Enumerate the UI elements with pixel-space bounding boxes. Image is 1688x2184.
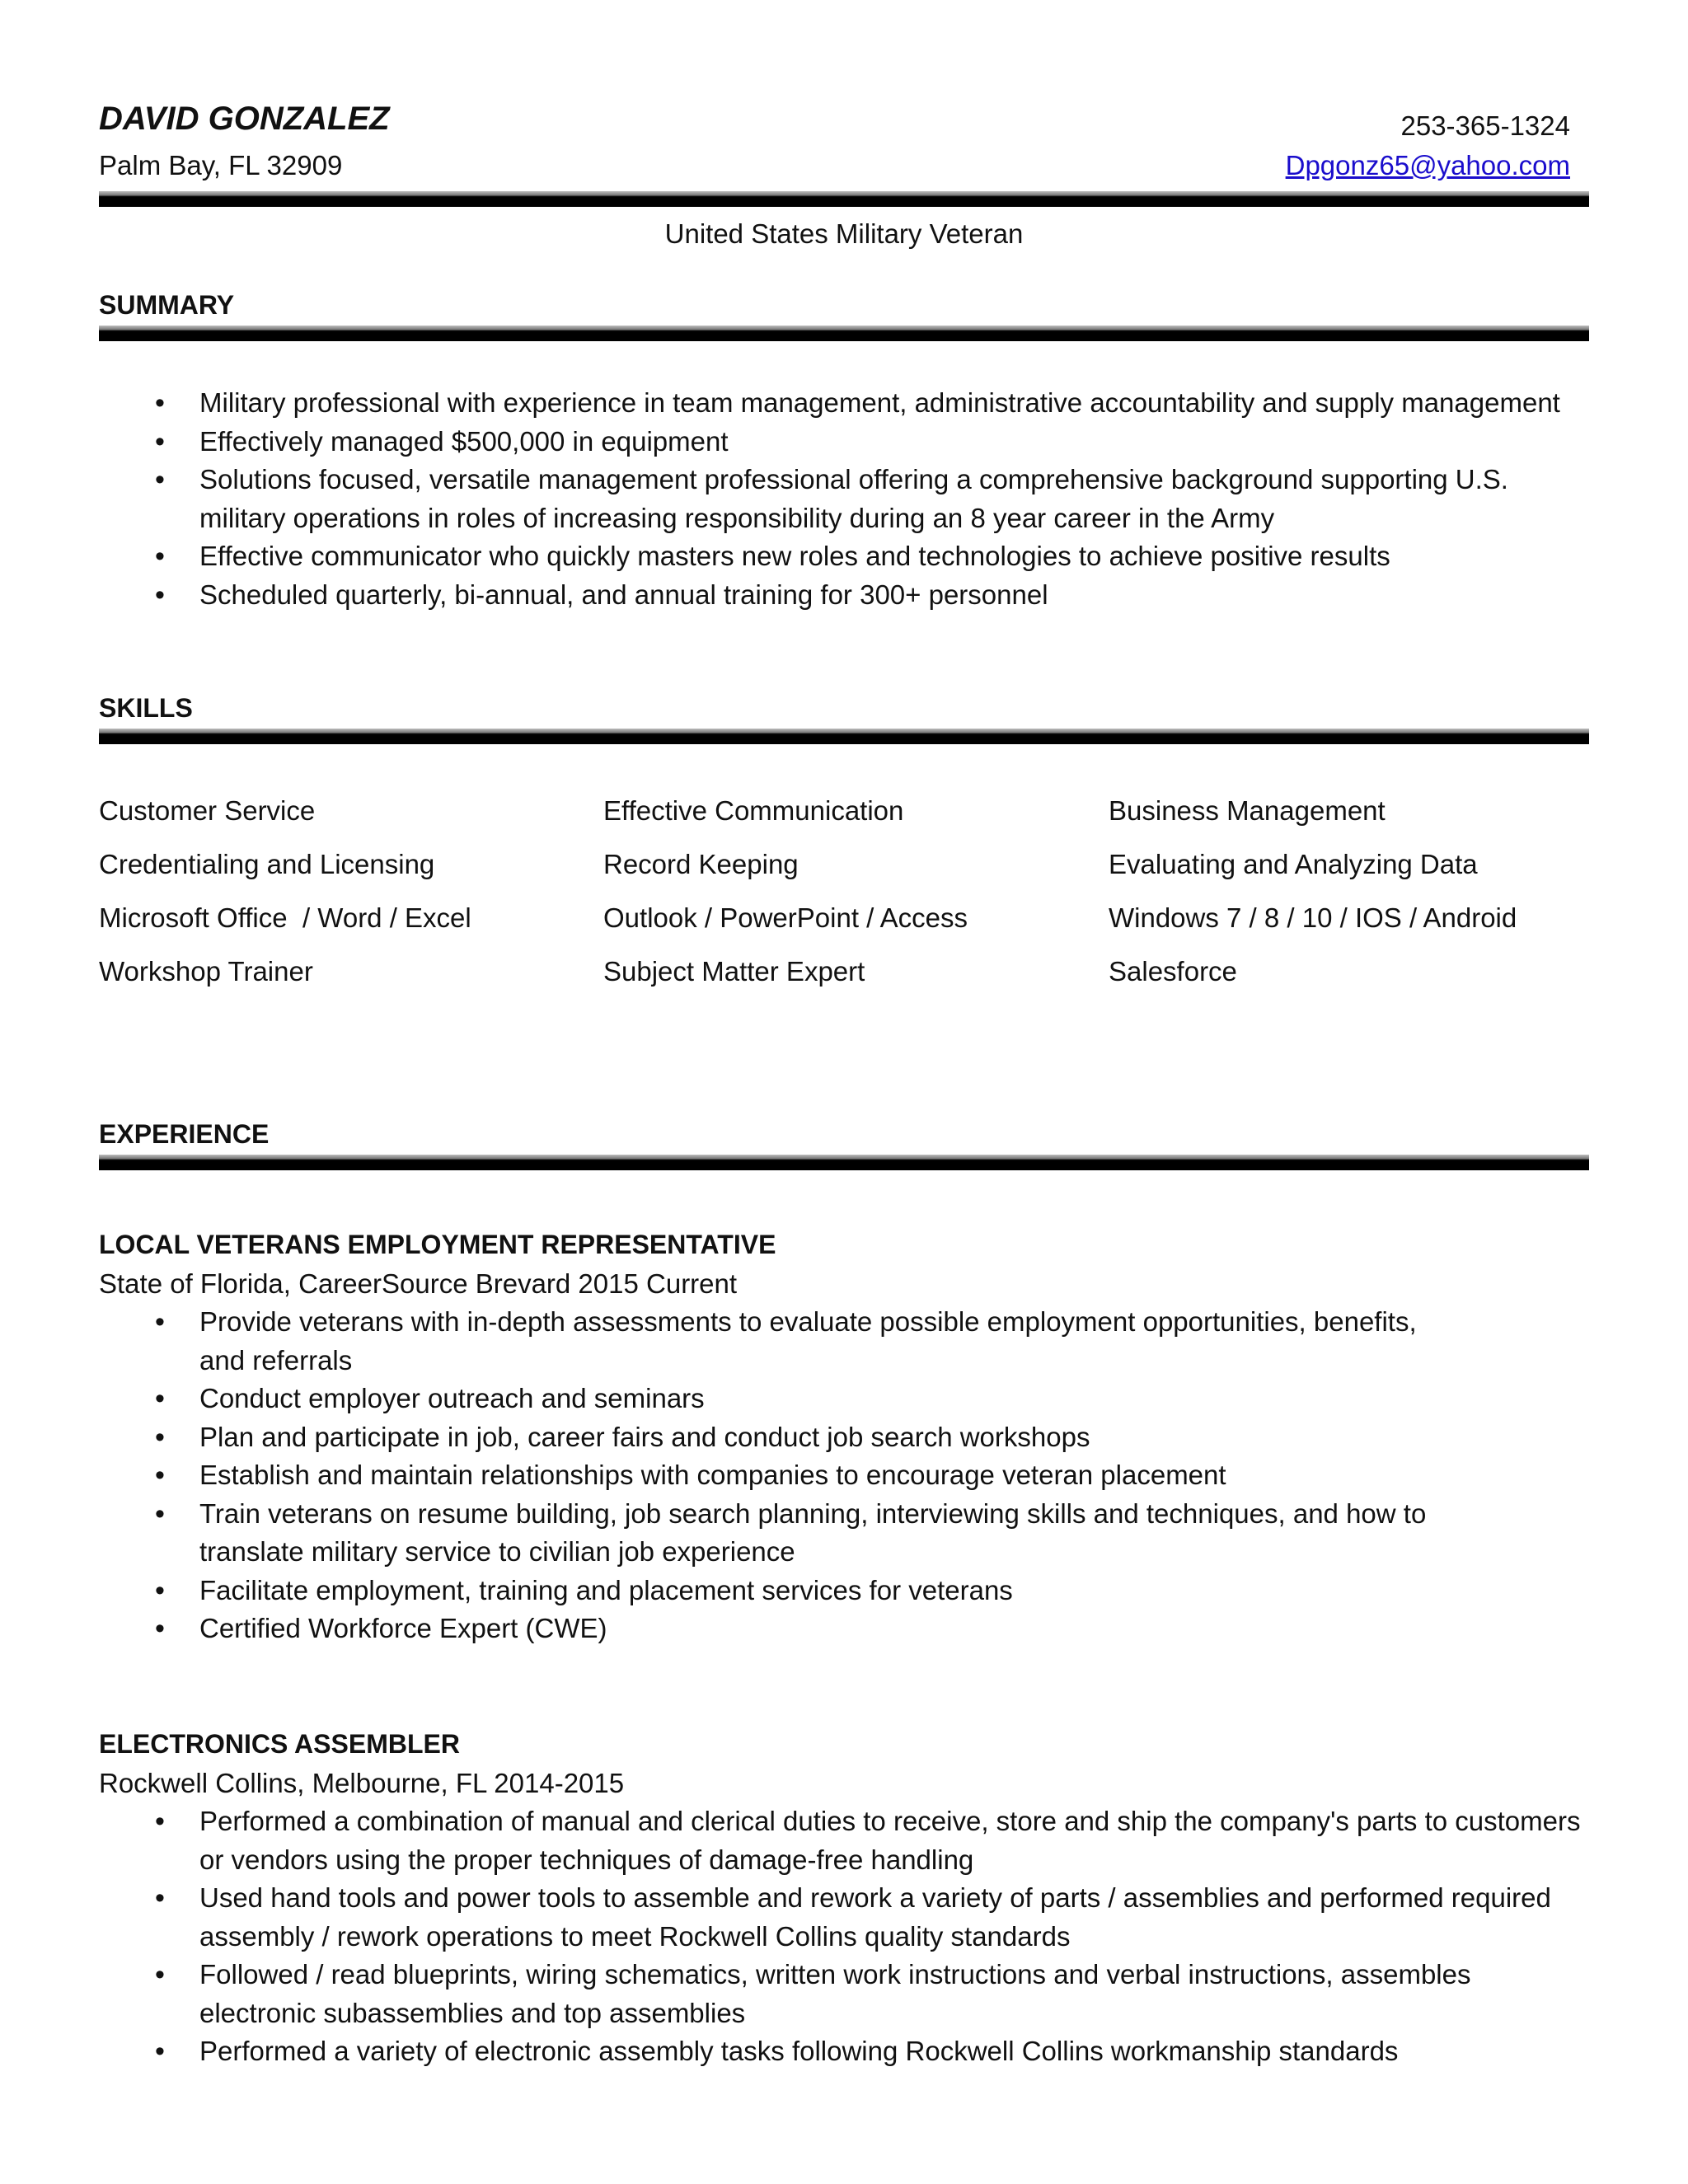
- skill-item: Customer Service: [99, 795, 316, 826]
- bullet-icon: •: [155, 1383, 165, 1414]
- job-employer: State of Florida, CareerSource Brevard 2015 Current: [99, 1268, 738, 1299]
- job-duty-text: Train veterans on resume building, job search planning, interviewing skills and techniques, and how to translate military service to civilian job experience: [199, 1497, 1427, 1567]
- summary-bullet-text: Effectively managed $500,000 in equipment: [199, 425, 729, 457]
- bullet-icon: •: [155, 1882, 165, 1914]
- list-item: [99, 1802, 1582, 1879]
- skill-item: Windows 7 / 8 / 10 / IOS / Android: [1109, 902, 1517, 933]
- bullet-icon: •: [155, 2036, 165, 2067]
- list-item: [99, 1879, 1582, 1956]
- list-item: [99, 1303, 1517, 1380]
- bullet-icon: •: [155, 1806, 165, 1837]
- candidate-email-link[interactable]: Dpgonz65@yahoo.com: [1285, 150, 1570, 180]
- skill-item: Salesforce: [1109, 956, 1237, 987]
- candidate-location: Palm Bay, FL 32909: [99, 150, 343, 180]
- bullet-icon: •: [155, 425, 165, 457]
- job-duty-text: Performed a variety of electronic assembly tasks following Rockwell Collins workmanship standards: [199, 2036, 1399, 2066]
- summary-divider: [99, 326, 1589, 341]
- list-item: [99, 384, 1582, 423]
- bullet-icon: •: [155, 1421, 165, 1453]
- skills-divider: [99, 729, 1589, 744]
- list-item: [99, 1456, 1517, 1495]
- bullet-icon: •: [155, 464, 165, 495]
- bullet-icon: •: [155, 1306, 165, 1338]
- list-item: [99, 1418, 1517, 1457]
- job-employer: Rockwell Collins, Melbourne, FL 2014-2015: [99, 1768, 625, 1798]
- job-duty-text: Performed a combination of manual and clerical duties to receive, store and ship the company's parts to customers or vendors using the proper techniques of damage-free handling: [199, 1806, 1581, 1875]
- list-item: [99, 423, 1582, 462]
- job-duty-text: Plan and participate in job, career fairs and conduct job search workshops: [199, 1421, 1090, 1452]
- job-duty-text: Facilitate employment, training and placement services for veterans: [199, 1574, 1013, 1605]
- bullet-icon: •: [155, 1959, 165, 1990]
- skill-item: Subject Matter Expert: [603, 956, 865, 987]
- summary-bullet-text: Scheduled quarterly, bi-annual, and annual training for 300+ personnel: [199, 579, 1048, 610]
- list-item: [99, 461, 1582, 537]
- candidate-name: DAVID GONZALEZ: [99, 101, 390, 137]
- list-item: [99, 1495, 1517, 1572]
- candidate-phone: 253-365-1324: [1400, 110, 1570, 141]
- experience-divider: [99, 1155, 1589, 1170]
- skill-item: Business Management: [1109, 795, 1386, 826]
- list-item: [99, 1572, 1517, 1610]
- bullet-icon: •: [155, 541, 165, 572]
- list-item: [99, 2032, 1582, 2071]
- summary-list: [99, 384, 1582, 614]
- summary-heading: SUMMARY: [99, 290, 235, 320]
- bullet-icon: •: [155, 1497, 165, 1530]
- job-duty-text: Used hand tools and power tools to assemble and rework a variety of parts / assemblies and performed required assembly / rework operations to meet Rockwell Collins quality standards: [199, 1882, 1551, 1952]
- job-duties-list: [99, 1802, 1582, 2071]
- header-divider: [99, 191, 1589, 207]
- job-duty-text: Certified Workforce Expert (CWE): [199, 1613, 607, 1643]
- list-item: [99, 576, 1582, 615]
- experience-heading: EXPERIENCE: [99, 1119, 270, 1149]
- skill-item: Evaluating and Analyzing Data: [1109, 849, 1478, 879]
- job-title: ELECTRONICS ASSEMBLER: [99, 1729, 460, 1759]
- summary-bullet-text: Solutions focused, versatile management professional offering a comprehensive background supporting U.S. military operations in roles of increasing responsibility during an 8 year career in the Army: [199, 464, 1508, 533]
- bullet-icon: •: [155, 579, 165, 611]
- skill-item: Credentialing and Licensing: [99, 849, 435, 879]
- job-title: LOCAL VETERANS EMPLOYMENT REPRESENTATIVE: [99, 1230, 776, 1259]
- candidate-tagline: United States Military Veteran: [664, 218, 1024, 249]
- job-duty-text: Establish and maintain relationships with companies to encourage veteran placement: [199, 1460, 1226, 1490]
- skill-item: Effective Communication: [603, 795, 904, 826]
- skill-item: Workshop Trainer: [99, 956, 313, 987]
- job-duty-text: Provide veterans with in-depth assessments to evaluate possible employment opportunities, benefits, and referrals: [199, 1306, 1417, 1376]
- skill-item: Record Keeping: [603, 849, 799, 879]
- list-item: [99, 1610, 1517, 1648]
- bullet-icon: •: [155, 1613, 165, 1644]
- job-duty-text: Conduct employer outreach and seminars: [199, 1383, 705, 1413]
- bullet-icon: •: [155, 387, 165, 419]
- skills-heading: SKILLS: [99, 693, 193, 723]
- summary-bullet-text: Effective communicator who quickly masters new roles and technologies to achieve positive results: [199, 541, 1390, 571]
- skill-item: Microsoft Office / Word / Excel: [99, 902, 471, 933]
- summary-bullet-text: Military professional with experience in team management, administrative accountability and supply management: [199, 387, 1560, 418]
- job-duty-text: Followed / read blueprints, wiring schematics, written work instructions and verbal instructions, assembles electronic subassemblies and top assemblies: [199, 1959, 1471, 2028]
- bullet-icon: •: [155, 1460, 165, 1491]
- list-item: [99, 1380, 1517, 1418]
- list-item: [99, 537, 1582, 576]
- bullet-icon: •: [155, 1574, 165, 1606]
- job-duties-list: [99, 1303, 1517, 1648]
- list-item: [99, 1956, 1582, 2032]
- skill-item: Outlook / PowerPoint / Access: [603, 902, 968, 933]
